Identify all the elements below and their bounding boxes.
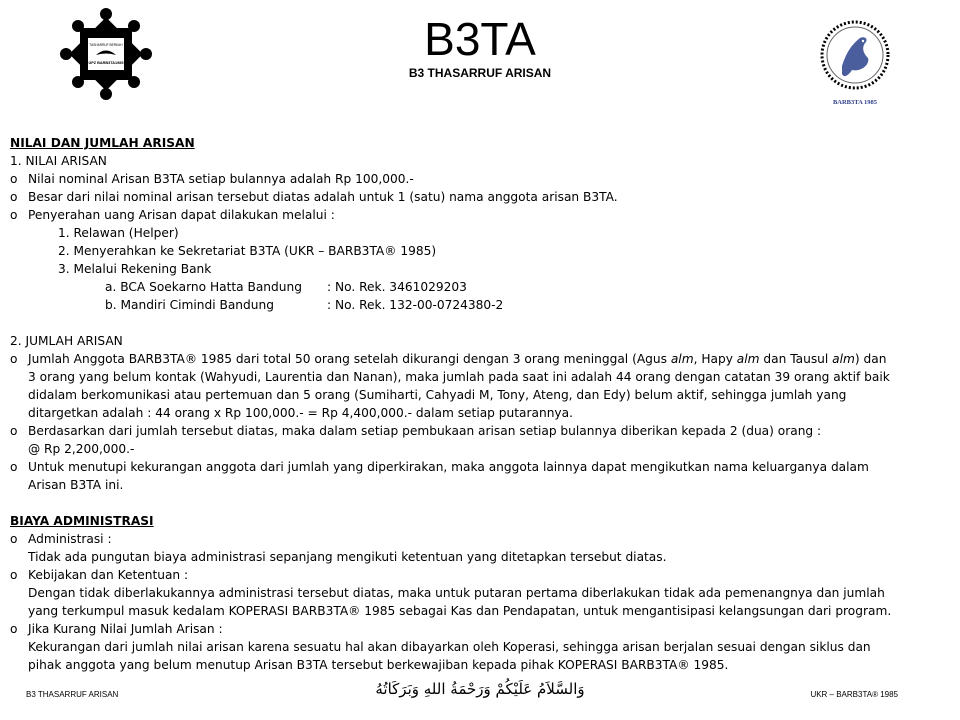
bullet: o <box>10 460 18 474</box>
paragraph: Berdasarkan dari jumlah tersebut diatas, maka dalam setiap pembukaan arisan setiap bulannya diberikan kepada 2 (dua) orang : <box>28 424 822 438</box>
subsection-title-jumlah-arisan: 2. JUMLAH ARISAN <box>10 334 123 348</box>
footer-left-text: B3 THASARRUF ARISAN <box>26 690 119 699</box>
bullet: o <box>10 172 18 186</box>
page-header <box>0 0 960 120</box>
bullet: o <box>10 622 18 636</box>
page-title: B3TA <box>424 13 536 65</box>
paragraph: Untuk menutupi kekurangan anggota dari jumlah yang diperkirakan, maka anggota lainnya dapat mengikutkan nama keluarganya dalam <box>28 460 869 474</box>
item-heading: Jika Kurang Nilai Jumlah Arisan : <box>28 622 223 636</box>
page-subtitle: B3 THASARRUF ARISAN <box>408 66 552 80</box>
logo-right-caption: BARB3TA 1985 <box>832 99 878 106</box>
paragraph-line: Kekurangan dari jumlah nilai arisan karena sesuatu hal akan dibayarkan oleh Koperasi, sehingga arisan berjalan sesuai dengan siklus dan <box>28 640 871 654</box>
list-item <box>10 206 955 224</box>
paragraph-line: Tidak ada pungutan biaya administrasi sepanjang mengikuti ketentuan yang ditetapkan tersebut diatas. <box>28 550 667 564</box>
paragraph-line: @ Rp 2,200,000.- <box>28 442 135 456</box>
paragraph-line: ditargetkan adalah : 44 orang x Rp 100,000.- = Rp 4,400,000.- dalam setiap putarannya. <box>28 406 573 420</box>
list-item <box>10 422 955 440</box>
list-item <box>10 620 955 638</box>
paragraph-line: Dengan tidak diberlakukannya administrasi tersebut diatas, maka untuk putaran pertama diberlakukan tidak ada pemenangnya dan jumlah <box>28 586 885 600</box>
bank-account-number: : No. Rek. 3461029203 <box>327 280 467 294</box>
footer-right-text: UKR – BARB3TA® 1985 <box>810 690 898 699</box>
list-item <box>10 566 955 584</box>
paragraph-line: Arisan B3TA ini. <box>28 478 124 492</box>
page-footer <box>0 680 960 710</box>
barb3ta-bird-logo-icon <box>816 18 894 108</box>
list-item <box>10 530 955 548</box>
paragraph: Penyerahan uang Arisan dapat dilakukan melalui : <box>28 208 335 222</box>
document-body <box>10 134 955 674</box>
bullet: o <box>10 532 18 546</box>
subsection-title-nilai-arisan: 1. NILAI ARISAN <box>10 154 107 168</box>
item-heading: Kebijakan dan Ketentuan : <box>28 568 189 582</box>
bullet: o <box>10 568 18 582</box>
paragraph: Besar dari nilai nominal arisan tersebut diatas adalah untuk 1 (satu) nama anggota arisan B3TA. <box>28 190 618 204</box>
bank-name: a. BCA Soekarno Hatta Bandung <box>105 280 302 294</box>
footer-arabic-greeting: وَالسَّلاَمُ عَلَيْكُمْ وَرَحْمَةُ اللهِ وَبَرَكَاتُهُ <box>375 680 585 698</box>
list-item <box>10 350 955 368</box>
item-heading: Administrasi : <box>28 532 112 546</box>
bullet: o <box>10 190 18 204</box>
bank-account-bca <box>10 278 955 296</box>
paragraph-line: yang terkumpul masuk kedalam KOPERASI BARB3TA® 1985 sebagai Kas dan Pendapatan, untuk mengantisipasi kelangsungan dari program. <box>28 604 892 618</box>
section-title-nilai: NILAI DAN JUMLAH ARISAN <box>10 136 195 150</box>
paragraph: Nilai nominal Arisan B3TA setiap bulannya adalah Rp 100,000.- <box>28 172 414 186</box>
paragraph-line: 3 orang yang belum kontak (Wahyudi, Laurentia dan Nanan), maka jumlah pada saat ini adalah 44 orang dengan catatan 39 orang aktif baik <box>28 370 890 384</box>
section-title-biaya: BIAYA ADMINISTRASI <box>10 514 154 528</box>
bullet: o <box>10 424 18 438</box>
logo-left-top-text: TASHARRUF BERKAH <box>89 43 123 47</box>
paragraph-line: didalam berkomunikasi atau pertemuan dan 5 orang (Sumiharti, Cahyadi M, Tony, Ateng, dan Edy) belum aktif, sehingga jumlah yang <box>28 388 847 402</box>
bullet: o <box>10 208 18 222</box>
paragraph-line: pihak anggota yang belum menutup Arisan B3TA tersebut berkewajiban kepada pihak KOPERASI BARB3TA® 1985. <box>28 658 729 672</box>
payment-option-helper: 1. Relawan (Helper) <box>58 226 179 240</box>
list-item <box>10 188 955 206</box>
logo-left-bottom-text: UPZ BARB3TA1985 <box>88 61 124 65</box>
payment-option-secretariat: 2. Menyerahkan ke Sekretariat B3TA (UKR – BARB3TA® 1985) <box>58 244 437 258</box>
bullet: o <box>10 352 18 366</box>
payment-option-bank: 3. Melalui Rekening Bank <box>58 262 212 276</box>
bank-account-number: : No. Rek. 132-00-0724380-2 <box>327 298 504 312</box>
paragraph: Jumlah Anggota BARB3TA® 1985 dari total 50 orang setelah dikurangi dengan 3 orang meninggal (Agus alm, Hapy alm dan Tausul alm) dan <box>28 352 887 366</box>
bank-name: b. Mandiri Cimindi Bandung <box>105 298 274 312</box>
bank-account-mandiri <box>10 296 955 314</box>
list-item <box>10 458 955 476</box>
list-item <box>10 170 955 188</box>
